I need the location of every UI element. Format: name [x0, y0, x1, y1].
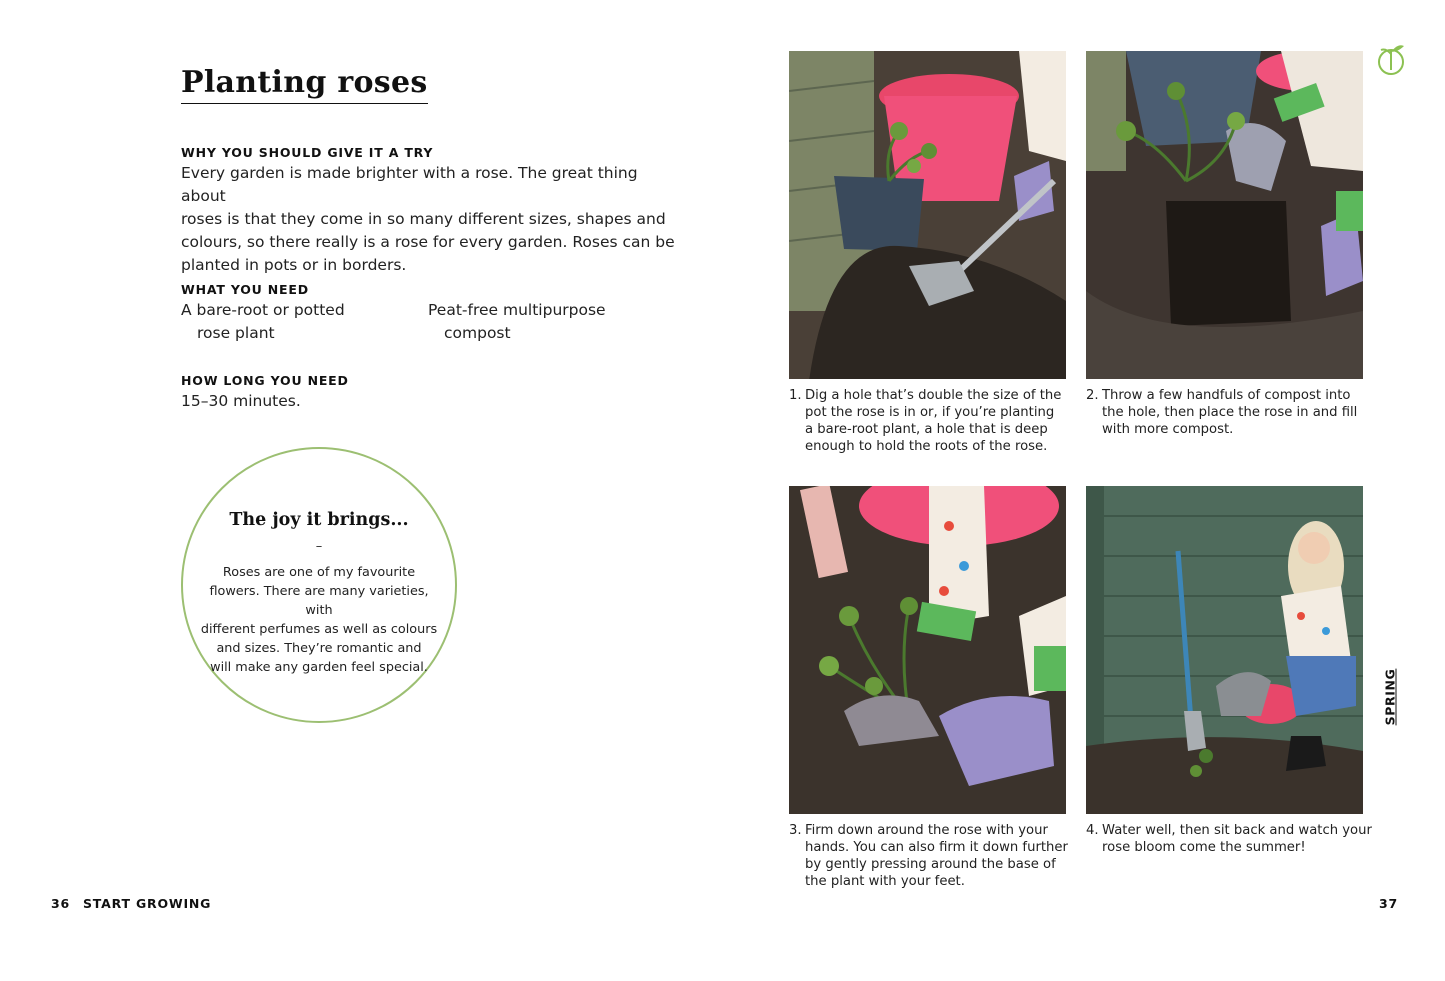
step-4-photo	[1086, 486, 1363, 814]
page-title: Planting roses	[181, 64, 428, 104]
step-3-photo	[789, 486, 1066, 814]
right-page-number: 37	[1379, 896, 1398, 911]
step-2-caption: 2. Throw a few handfuls of compost into the hole, then place the rose in and fill with more compost.	[1086, 388, 1358, 437]
step-4-caption: 4. Water well, then sit back and watch your rose bloom come the summer!	[1086, 823, 1372, 855]
need-item-rose: A bare-root or potted rose plant	[181, 301, 345, 342]
time-value: 15–30 minutes.	[181, 392, 301, 410]
need-heading: WHAT YOU NEED	[181, 282, 309, 297]
why-text: Every garden is made brighter with a rose. The great thing about roses is that they come in so many different sizes, shapes and colours, so there really is a rose for every garden. Roses can be planted in pots or in borders.	[181, 164, 675, 274]
step-3-caption: 3. Firm down around the rose with your hands. You can also firm it down further by gently pressing around the base of the plant with your feet.	[789, 823, 1068, 889]
step-1-photo	[789, 51, 1066, 379]
joy-dash: –	[315, 539, 323, 554]
why-heading: WHY YOU SHOULD GIVE IT A TRY	[181, 145, 434, 160]
sprout-icon	[1376, 40, 1406, 78]
left-page-number: 36	[51, 896, 70, 911]
step-2-photo	[1086, 51, 1363, 379]
joy-title: The joy it brings...	[229, 510, 409, 530]
time-heading: HOW LONG YOU NEED	[181, 373, 349, 388]
need-item-compost: Peat-free multipurpose compost	[428, 301, 606, 342]
joy-text: Roses are one of my favourite flowers. There are many varieties, with different perfumes as well as colours and sizes. They’re romantic and will make any garden feel special.	[200, 565, 438, 675]
spring-side-tab: SPRING	[1382, 668, 1398, 726]
section-name: START GROWING	[83, 896, 212, 911]
step-1-caption: 1. Dig a hole that’s double the size of the pot the rose is in or, if you’re planting a bare-root plant, a hole that is deep enough to hold the roots of the rose.	[789, 388, 1062, 454]
